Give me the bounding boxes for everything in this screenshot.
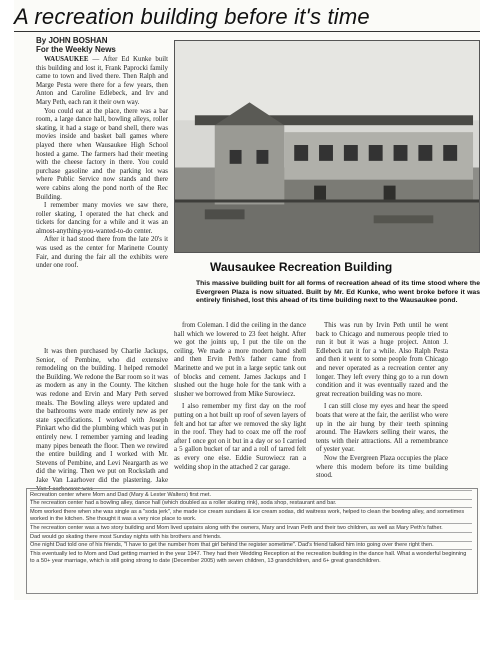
paragraph: I also remember my first day on the roof putting on a hot built up roof of seven layers of felt and hot tar after we removed the sky light in the roof. They had to coax me off the roof after I once got on it but in a day or so I carried a 5 gallon bucket of tar and a roll of tarred felt as every one else. Eddie Surowiecz ran a welding shop in the attached 2 car garage. [174, 403, 306, 471]
paragraph: This was run by Irvin Peth until he went back to Chicago and numerous people tried to run it but it was a huge project. Anton J. Edlebeck ran it for a while. Also Ralph Pesta and then it went to some people from Chicago and never operated as a recreation center any longer. They left every thing go to a run down condition and it was eventually razed and the great recreation building was no more. [316, 322, 448, 398]
photo-caption: Wausaukee Recreation Building [210, 260, 393, 274]
recreation-building-photo [174, 40, 480, 253]
headline: A recreation building before it's time [14, 4, 370, 29]
photo-deck: This massive building built for all forms of recreation ahead of its time stood where the Evergreen Plaza is now situated. Built by Mr. Ed Kunke, who went broke before it was entirely finished, lost this ahead of its time building next to the Wausaukee pond. [196, 280, 480, 305]
note-line: The recreation center was a two story building and Mom lived upstairs along with the owners, Mary and Irvan Peth and their two children, as well as Mary Peth's father. [30, 523, 472, 532]
paragraph: from Coleman. I did the ceiling in the dance hall which we lowered to 23 feet height. After we got the joints up, I put the tile on the ceiling. We made a more modern band shell and then Ervin Peth's father came from Marinette and we put in a large septic tank out of blocks and cement. James Jackups and I slushed out the huge hole for the tank with a slusher we borrowed from Mike Surowiecz. [174, 322, 306, 398]
paragraph: It was then purchased by Charlie Jackups, Senior, of Pembine, who did extensive remodeling on the building. I helped remodel the Building. We redone the Bar room so it was as modern as any in the County. The kitchen was redone and Ervin and Mary Peth served meals. The Bowling alleys were updated and the bathrooms were made entirely new as per state specifications. I worked with Joseph Pinkart who did the plumbing which was put in entirely new. I remember yarning and leading many pipes beneath the floor. Then we rewired the entire building and I worked with Mr. Stevens of Pembine, and Levi Neargarth as we did the wiring. Then we put on Rockslath and Jake Van Laarhover did the plastering. Jake Van Laarhoover was [36, 348, 168, 493]
family-notes [30, 490, 472, 565]
byline [36, 36, 116, 54]
publication: For the Weekly News [36, 45, 116, 54]
headline-rule [14, 31, 480, 32]
article-column-1 [36, 56, 168, 271]
paragraph: WAUSAUKEE — After Ed Kunke built this building and lost it, Frank Paprocki family came to town and lived there. Then Ralph and Marge Pesta were there for a few years, then Anton and Caroline Edlebeck, and Irv and Mary Peth, each ran it their own way. [36, 56, 168, 106]
paragraph: Now the Evergreen Plaza occupies the place where this modern before its time building stood. [316, 454, 448, 480]
paragraph: After it had stood there from the late 20's it was used as the center for Marinette County Fair, and during the fair all the exhibits were under one roof. [36, 236, 168, 270]
note-line: Dad would go skating there most Sunday nights with his brothers and friends. [30, 532, 472, 541]
author: By JOHN BOSHAN [36, 36, 108, 45]
note-line: One night Dad told one of his friends, "I have to get the number from that girl behind the register sometime". Dad's friend talked him into going over there right then. [30, 541, 472, 550]
paragraph: I can still close my eyes and hear the speed boats that were at the fair, the aerilist who were up in the air hung by their teeth spinning around. The Hawkers selling their wares, the tents with their attractions. All a remembrance of yester year. [316, 403, 448, 454]
dateline: WAUSAUKEE [44, 56, 89, 63]
note-line: The recreation center had a bowling alley, dance hall (which doubled as a roller skating rink), soda shop, restaurant and bar. [30, 499, 472, 508]
article-column-2 [174, 322, 306, 472]
article-column-1-continued [36, 348, 168, 494]
note-line: Mom worked there when she was single as a "soda jerk", she made ice cream sundaes & ice cream sodas, did waitress work, helped to clean the bowling alley, and sometimes worked in the kitchen. She thought it was a very nice place to work. [30, 507, 472, 523]
article-column-3 [316, 322, 448, 481]
paragraph: You could eat at the place, there was a bar room, a large dance hall, bowling alleys, roller skating, it had a stage or band shell, there was movies inside and basket ball games where played there when Wausaukee High School hosted a game. The farmers had their meeting with the cheese factory in there. You could purchase gasoline and the parking lot was where Public Service now stands and there were cabins along the pond north of the Rec Building. [36, 107, 168, 201]
paragraph: I remember many movies we saw there, roller skating, I operated the hat check and tickets for dancing for a while and it was an almost-anything-you-wanted-to-do center. [36, 202, 168, 235]
note-line: This eventually led to Mom and Dad getting married in the year 1947. They had their Wedding Reception at the recreation building in the dance hall. What a wonderful beginning to a 50+ year marriage, which is still going strong to date (December 2005) with seven children, 13 grandchildren, and 6+ great grandchildren. [30, 549, 472, 565]
note-line: Recreation center where Mom and Dad (Mary & Lester Walters) first met. [30, 490, 472, 499]
building-illustration [175, 41, 479, 252]
